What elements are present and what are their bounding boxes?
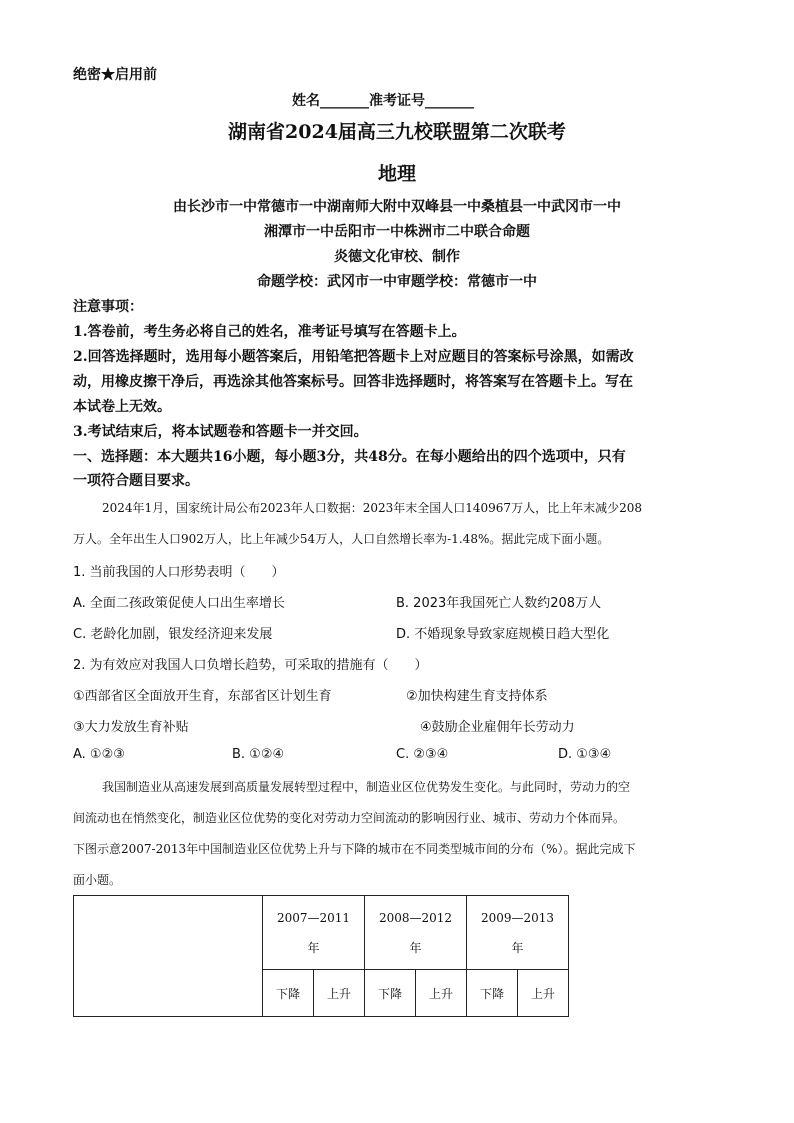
question-2-option-c: C. ②③④ <box>396 747 449 762</box>
passage-2-line-3: 下图示意2007-2013年中国制造业区位优势上升与下降的城市在不同类型城市间的分布（%）。据此完成下 <box>73 842 636 856</box>
note-2-line-2: 动，用橡皮擦干净后，再选涂其他答案标号。回答非选择题时，将答案写在答题卡上。写在 <box>73 374 633 390</box>
table-corner-cell <box>74 896 263 1017</box>
question-2-stem: 2. 为有效应对我国人口负增长趋势，可采取的措施有（ ） <box>73 658 428 673</box>
subject-title: 地理 <box>377 163 416 185</box>
notes-heading: 注意事项： <box>73 299 143 315</box>
section-1-line-2: 一项符合题目要求。 <box>73 473 199 489</box>
question-2-option-b: B. ①②④ <box>232 747 285 762</box>
period-2008-2012-unit: 年 <box>409 940 422 955</box>
passage-2-line-2: 间流动也在悄然变化，制造业区位优势的变化对劳动力空间流动的影响因行业、城市、劳动力个体而异。 <box>73 811 626 825</box>
col-2007-2011-up: 上升 <box>313 970 364 1017</box>
period-2008-2012-years: 2008—2012 <box>378 910 453 925</box>
col-2008-2012-down: 下降 <box>364 970 415 1017</box>
col-2009-2013-down: 下降 <box>466 970 517 1017</box>
review-line: 炎德文化审校、制作 <box>334 249 460 265</box>
note-1: 1.答卷前，考生务必将自己的姓名，准考证号填写在答题卡上。 <box>73 324 466 340</box>
question-2-statement-1: ①西部省区全面放开生育，东部省区计划生育 <box>73 689 332 704</box>
question-2-statement-4: ④鼓励企业雇佣年长劳动力 <box>420 720 575 735</box>
proposer-line: 命题学校：武冈市一中审题学校：常德市一中 <box>257 274 537 290</box>
col-2007-2011-down: 下降 <box>263 970 314 1017</box>
passage-1-line-1: 2024年1月，国家统计局公布2023年人口数据：2023年末全国人口140967万人，比上年末减少208 <box>102 501 642 515</box>
confidential-label: 绝密★启用前 <box>73 67 157 83</box>
section-1-line-1: 一、选择题：本大题共16小题，每小题3分，共48分。在每小题给出的四个选项中，只有 <box>73 449 626 465</box>
question-2-statement-2: ②加快构建生育支持体系 <box>406 689 548 704</box>
passage-1-line-2: 万人。全年出生人口902万人，比上年减少54万人，人口自然增长率为-1.48%。据此完成下面小题。 <box>73 532 610 546</box>
note-2-line-1: 2.回答选择题时，选用每小题答案后，用铅笔把答题卡上对应题目的答案标号涂黑，如需改 <box>73 349 634 365</box>
question-2-statement-3: ③大力发放生育补贴 <box>73 720 189 735</box>
period-2007-2011-header <box>263 896 365 970</box>
question-1-option-a: A. 全面二孩政策促使人口出生率增长 <box>73 596 285 611</box>
exam-title: 湖南省2024届高三九校联盟第二次联考 <box>228 121 566 143</box>
question-1-stem: 1. 当前我国的人口形势表明（ ） <box>73 565 285 580</box>
question-2-option-d: D. ①③④ <box>558 747 612 762</box>
passage-2-line-1: 我国制造业从高速发展到高质量发展转型过程中，制造业区位优势发生变化。与此同时，劳动力的空 <box>102 780 631 794</box>
city-distribution-table <box>73 895 569 1017</box>
period-2009-2013-years: 2009—2013 <box>480 910 555 925</box>
period-2008-2012-header <box>364 896 466 970</box>
question-1-option-d: D. 不婚现象导致家庭规模日趋大型化 <box>396 627 610 642</box>
note-3: 3.考试结束后，将本试题卷和答题卡一并交回。 <box>73 424 368 440</box>
schools-line-1: 由长沙市一中常德市一中湖南师大附中双峰县一中桑植县一中武冈市一中 <box>173 199 621 215</box>
question-2-option-a: A. ①②③ <box>73 747 125 762</box>
name-exam-number-line: 姓名_______准考证号_______ <box>292 93 474 109</box>
col-2009-2013-up: 上升 <box>517 970 568 1017</box>
question-1-option-c: C. 老龄化加剧，银发经济迎来发展 <box>73 627 273 642</box>
schools-line-2: 湘潭市一中岳阳市一中株洲市二中联合命题 <box>264 224 530 240</box>
period-2009-2013-header <box>466 896 568 970</box>
question-1-option-b: B. 2023年我国死亡人数约208万人 <box>396 596 602 611</box>
note-2-line-3: 本试卷上无效。 <box>73 399 171 415</box>
period-2007-2011-unit: 年 <box>307 940 320 955</box>
passage-2-line-4: 面小题。 <box>73 873 122 887</box>
col-2008-2012-up: 上升 <box>415 970 466 1017</box>
period-2009-2013-unit: 年 <box>511 940 524 955</box>
period-2007-2011-years: 2007—2011 <box>276 910 351 925</box>
